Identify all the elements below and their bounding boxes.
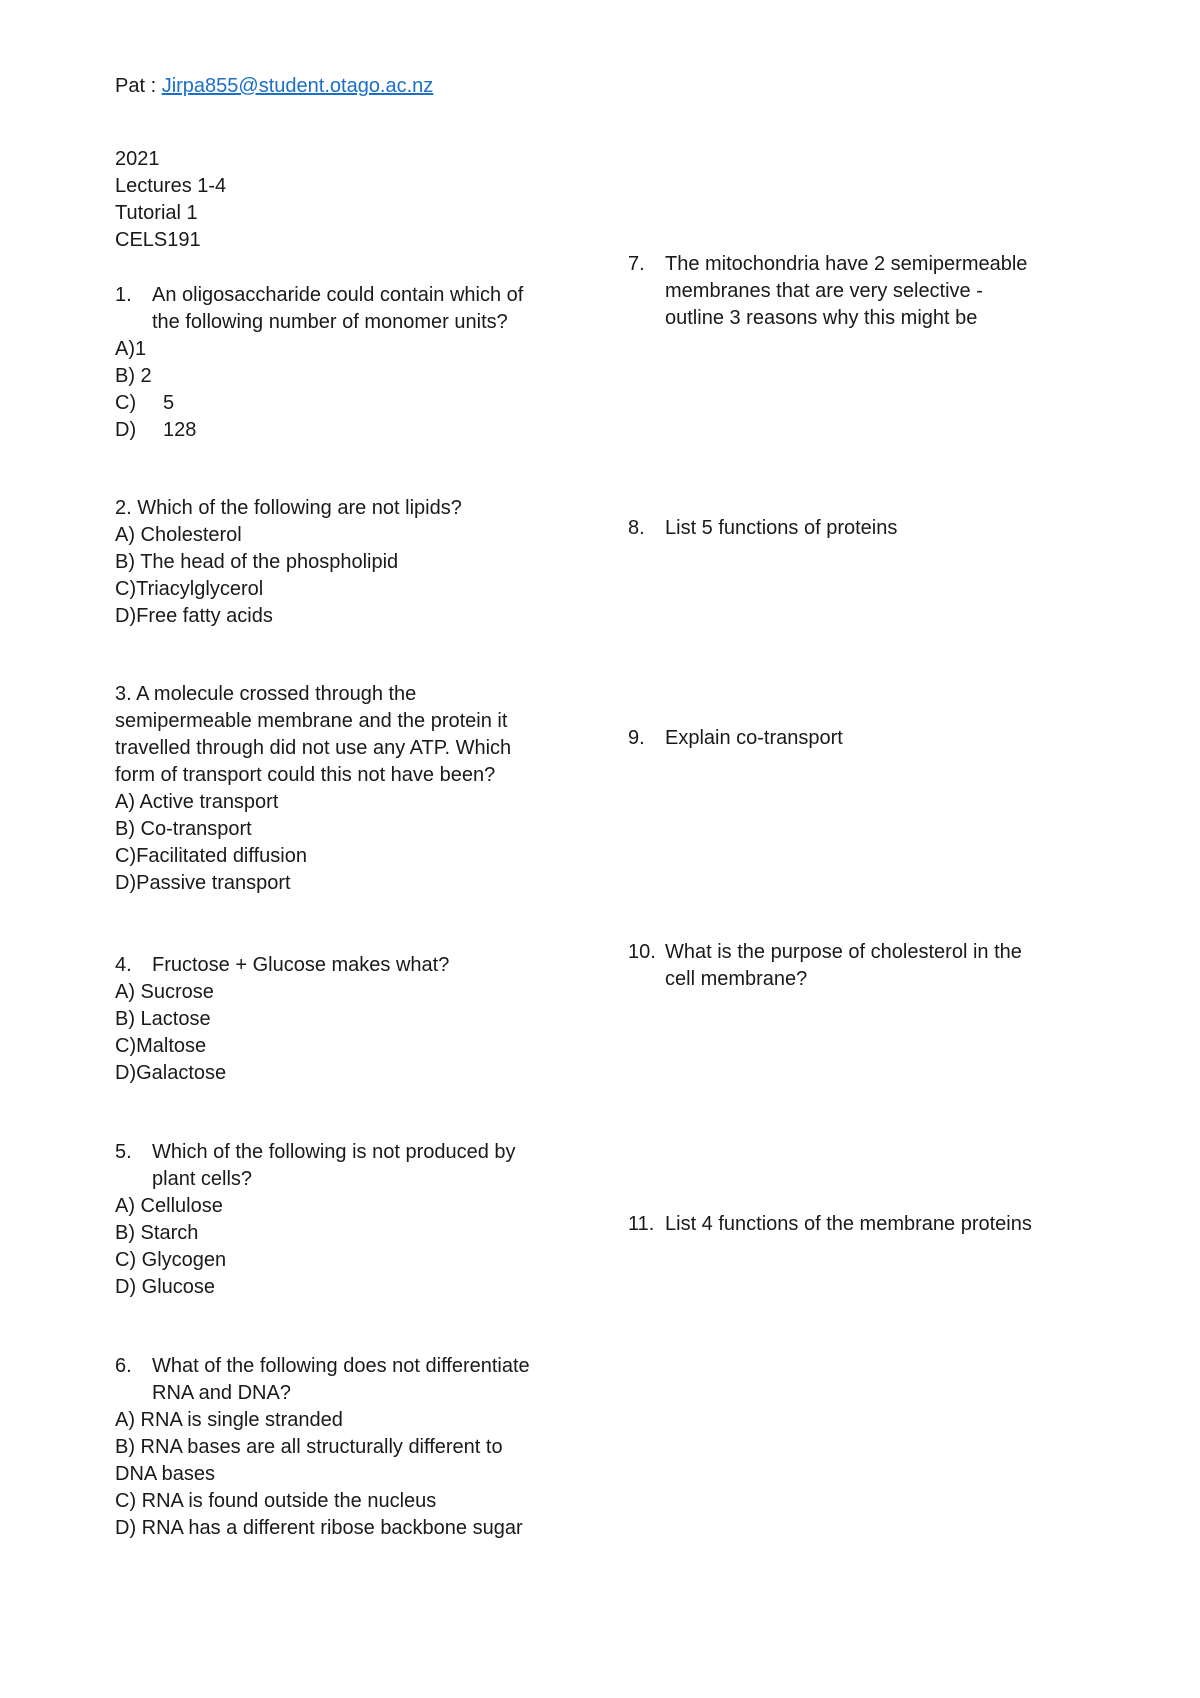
question-number: 1. bbox=[115, 284, 132, 306]
option-a: A) Active transport bbox=[115, 791, 279, 813]
question-text: cell membrane? bbox=[665, 968, 808, 990]
question-text: membranes that are very selective - bbox=[665, 280, 983, 302]
option-c: C) RNA is found outside the nucleus bbox=[115, 1490, 437, 1512]
question-text: Which of the following is not produced by bbox=[152, 1141, 516, 1163]
option-d: D) 128 bbox=[115, 419, 197, 441]
option-b: B) The head of the phospholipid bbox=[115, 551, 399, 573]
option-b: B) Starch bbox=[115, 1222, 199, 1244]
question-text: the following number of monomer units? bbox=[152, 311, 508, 333]
tutorial: Tutorial 1 bbox=[115, 202, 198, 224]
author-email-link[interactable]: Jirpa855@student.otago.ac.nz bbox=[161, 75, 434, 97]
question-text: The mitochondria have 2 semipermeable bbox=[665, 253, 1028, 275]
question-number: 10. bbox=[628, 941, 656, 963]
question-number: 9. bbox=[628, 727, 645, 749]
option-b: B) RNA bases are all structurally different to bbox=[115, 1436, 503, 1458]
option-a: A) Cholesterol bbox=[115, 524, 242, 546]
question-number: 11. bbox=[628, 1213, 655, 1235]
question-text: plant cells? bbox=[152, 1168, 253, 1190]
question-text: Fructose + Glucose makes what? bbox=[152, 954, 450, 976]
option-d: D) RNA has a different ribose backbone sugar bbox=[115, 1517, 523, 1539]
question-text: 2. Which of the following are not lipids? bbox=[115, 497, 462, 519]
question-number: 4. bbox=[115, 954, 132, 976]
option-b-continued: DNA bases bbox=[115, 1463, 216, 1485]
option-c: C)Facilitated diffusion bbox=[115, 845, 307, 867]
question-text: form of transport could this not have been? bbox=[115, 764, 496, 786]
question-number: 5. bbox=[115, 1141, 132, 1163]
option-d: D)Passive transport bbox=[115, 872, 291, 894]
question-text: 3. A molecule crossed through the bbox=[115, 683, 417, 705]
option-c: C)Triacylglycerol bbox=[115, 578, 264, 600]
question-text: semipermeable membrane and the protein it bbox=[115, 710, 508, 732]
question-text: outline 3 reasons why this might be bbox=[665, 307, 978, 329]
question-text: What is the purpose of cholesterol in the bbox=[665, 941, 1022, 963]
question-text: travelled through did not use any ATP. Which bbox=[115, 737, 512, 759]
option-c: C) 5 bbox=[115, 392, 175, 414]
question-text: RNA and DNA? bbox=[152, 1382, 291, 1404]
lectures: Lectures 1-4 bbox=[115, 175, 227, 197]
question-number: 6. bbox=[115, 1355, 132, 1377]
question-text: What of the following does not differentiate bbox=[152, 1355, 530, 1377]
question-text: Explain co-transport bbox=[665, 727, 843, 749]
question-text: List 4 functions of the membrane proteins bbox=[665, 1213, 1032, 1235]
option-b: B) Co-transport bbox=[115, 818, 252, 840]
question-text: An oligosaccharide could contain which of bbox=[152, 284, 524, 306]
author-name: Pat : bbox=[115, 75, 162, 97]
option-a: A) Cellulose bbox=[115, 1195, 223, 1217]
question-text: List 5 functions of proteins bbox=[665, 517, 898, 539]
option-d: D)Free fatty acids bbox=[115, 605, 273, 627]
course-code: CELS191 bbox=[115, 229, 201, 251]
option-c: C)Maltose bbox=[115, 1035, 207, 1057]
option-b: B) 2 bbox=[115, 365, 152, 387]
option-b: B) Lactose bbox=[115, 1008, 211, 1030]
option-a: A)1 bbox=[115, 338, 147, 360]
question-number: 8. bbox=[628, 517, 645, 539]
author-line bbox=[115, 74, 433, 98]
question-number: 7. bbox=[628, 253, 645, 275]
option-d: D)Galactose bbox=[115, 1062, 227, 1084]
option-a: A) Sucrose bbox=[115, 981, 214, 1003]
option-a: A) RNA is single stranded bbox=[115, 1409, 343, 1431]
year: 2021 bbox=[115, 148, 160, 170]
option-d: D) Glucose bbox=[115, 1276, 216, 1298]
option-c: C) Glycogen bbox=[115, 1249, 227, 1271]
